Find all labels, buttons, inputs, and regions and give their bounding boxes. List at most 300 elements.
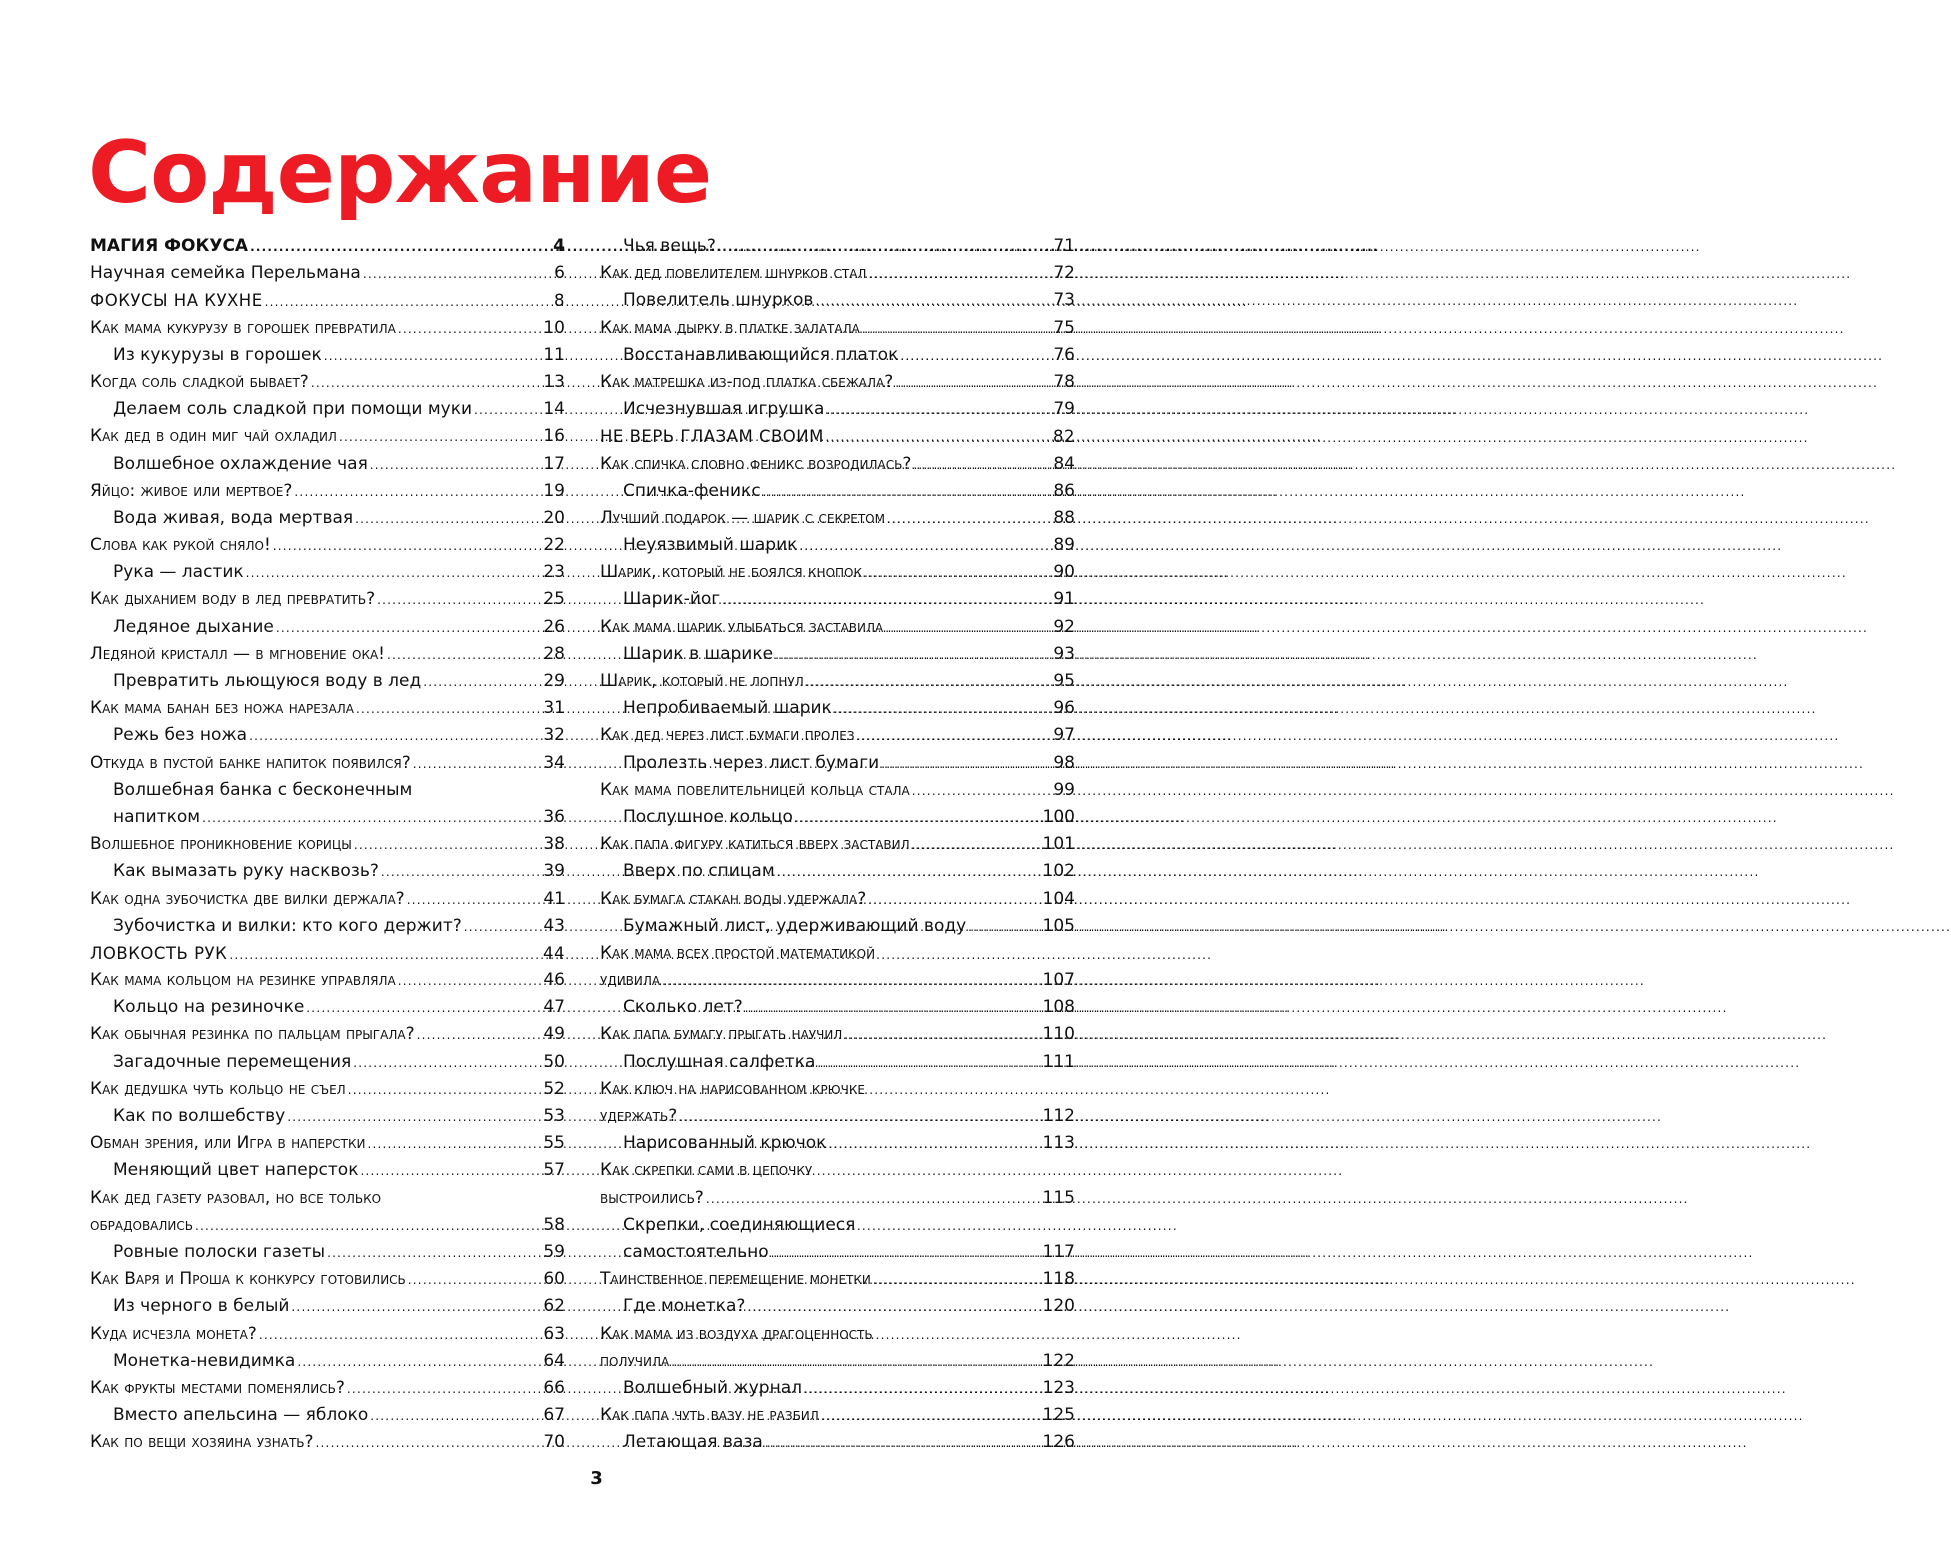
toc-entry: [90, 1429, 565, 1456]
toc-subentry: [600, 913, 1075, 940]
dot-leader: [679, 1103, 1040, 1131]
dot-leader: [804, 1375, 1041, 1403]
entry-page-number: 59: [543, 1241, 565, 1262]
entry-title: Как мама из воздуха драгоценность: [600, 1323, 873, 1344]
toc-subentry: [90, 722, 565, 749]
entry-page-number: 102: [1042, 861, 1075, 882]
dot-leader: [306, 994, 541, 1022]
entry-title: самостоятельно: [623, 1241, 769, 1262]
dot-leader: [360, 1157, 541, 1185]
dot-leader: [868, 886, 1040, 914]
toc-subentry: [90, 1402, 565, 1429]
toc-subentry: [90, 559, 565, 586]
toc-subentry: [600, 695, 1075, 722]
dot-leader: [354, 831, 542, 859]
entry-page-number: 86: [1053, 480, 1075, 501]
dot-leader: [745, 994, 1041, 1022]
toc-subentry: [90, 668, 565, 695]
entry-title: Повелитель шнурков: [623, 290, 814, 311]
entry-page-number: 31: [543, 698, 565, 719]
dot-leader: [864, 559, 1051, 587]
toc-subentry: [90, 913, 565, 940]
toc-entry: [600, 451, 1075, 478]
entry-page-number: 41: [543, 888, 565, 909]
entry-title: Как фрукты местами поменялись?: [90, 1377, 345, 1398]
dot-leader: [407, 886, 542, 914]
entry-title: Вверх по спицам: [623, 861, 775, 882]
dot-leader: [900, 342, 1051, 370]
entry-title: Режь без ножа: [113, 725, 248, 746]
entry-title: выстроились?: [600, 1187, 704, 1208]
entry-title: Зубочистка и вилки: кто кого держит?: [113, 915, 462, 936]
entry-page-number: 26: [543, 616, 565, 637]
entry-title: Научная семейка Перельмана: [90, 263, 361, 284]
page-number: 3: [590, 1468, 603, 1489]
dot-leader: [259, 1321, 542, 1349]
dot-leader: [381, 858, 542, 886]
entry-title: Куда исчезла монета?: [90, 1323, 257, 1344]
page-title: Содержание: [88, 123, 712, 223]
entry-page-number: 58: [543, 1214, 565, 1235]
toc-entry: [90, 423, 565, 450]
dot-leader: [806, 668, 1052, 696]
entry-page-number: 93: [1053, 643, 1075, 664]
dot-leader: [834, 695, 1052, 723]
dot-leader: [398, 967, 542, 995]
entry-title: Как вымазать руку насквозь?: [113, 861, 379, 882]
dot-leader: [348, 1076, 542, 1104]
entry-title: Как мама кукурузу в горошек превратила: [90, 317, 396, 338]
entry-page-number: 44: [543, 943, 565, 963]
entry-page-number: 72: [1053, 263, 1075, 284]
dot-leader: [363, 260, 552, 288]
entry-page-number: 73: [1053, 290, 1075, 311]
entry-page-number: 66: [543, 1377, 565, 1398]
toc-subentry: [600, 1049, 1075, 1076]
toc-entry: [600, 722, 1075, 749]
toc-entry: [600, 1321, 1075, 1348]
entry-title: удивила: [600, 970, 661, 991]
entry-title: Как дед через лист бумаги пролез: [600, 725, 855, 746]
toc-entry: [90, 750, 565, 777]
entry-page-number: 57: [543, 1160, 565, 1181]
toc-subentry: [600, 804, 1075, 831]
dot-leader: [250, 233, 551, 261]
entry-title: Исчезнувшая игрушка: [623, 399, 825, 420]
toc-entry: [90, 1375, 565, 1402]
dot-leader: [370, 451, 542, 479]
entry-title: Обман зрения, или Игра в наперстки: [90, 1133, 366, 1154]
toc-subentry: [600, 396, 1075, 423]
entry-title: Как папа бумагу прыгать научил: [600, 1024, 843, 1045]
entry-page-number: 29: [543, 671, 565, 691]
dot-leader: [862, 315, 1052, 343]
entry-title: Как мама дырку в платке залатала: [600, 317, 860, 338]
toc-entry: [600, 1103, 1075, 1130]
entry-title: Как дед повелителем шнурков стал: [600, 263, 867, 284]
toc-subentry: [600, 342, 1075, 369]
toc-entry: [90, 1321, 565, 1348]
toc-subentry: [90, 451, 565, 478]
dot-leader: [265, 287, 552, 316]
toc-subentry: [90, 505, 565, 532]
entry-page-number: 50: [543, 1051, 565, 1072]
toc-entry: [90, 233, 565, 260]
toc-subentry: [90, 1239, 565, 1266]
toc-entry: [600, 559, 1075, 586]
dot-leader: [857, 722, 1052, 750]
entry-title: Волшебная банка с бесконечным: [113, 779, 413, 800]
entry-title: Из кукурузы в горошек: [113, 344, 322, 365]
entry-title: Вместо апельсина — яблоко: [113, 1405, 369, 1426]
entry-page-number: 22: [543, 535, 565, 556]
toc-entry: [90, 315, 565, 342]
dot-leader: [249, 722, 541, 750]
toc-entry: [90, 940, 565, 967]
entry-title: Когда соль сладкой бывает?: [90, 371, 309, 392]
entry-title: ЛОВКОСТЬ РУК: [90, 943, 228, 963]
entry-title: Спичка-феникс: [623, 480, 761, 501]
toc-entry: [90, 1266, 565, 1293]
dot-leader: [294, 478, 541, 506]
dot-leader: [881, 750, 1051, 778]
entry-title: Волшебное охлаждение чая: [113, 453, 368, 474]
toc-subentry: [90, 1157, 565, 1184]
entry-title: Как дед газету разовал, но все только: [90, 1187, 382, 1208]
entry-title: Послушное кольцо: [623, 806, 793, 827]
toc-entry: [600, 1021, 1075, 1048]
toc-subentry: [600, 1239, 1075, 1266]
entry-title: Как бумага стакан воды удержала?: [600, 888, 867, 909]
toc-subentry: [600, 532, 1075, 559]
entry-title: Летающая ваза: [623, 1432, 763, 1453]
entry-title: НЕ ВЕРЬ ГЛАЗАМ СВОИМ: [600, 427, 824, 447]
entry-title: Волшебное проникновение корицы: [90, 834, 352, 855]
entry-title: Как матрешка из-под платка сбежала?: [600, 371, 894, 392]
toc-subentry: [90, 1293, 565, 1320]
dot-leader: [815, 287, 1051, 315]
entry-page-number: 8: [554, 291, 565, 311]
entry-page-number: 6: [554, 263, 565, 284]
entry-page-number: 111: [1042, 1051, 1075, 1072]
toc-entry: [600, 831, 1075, 858]
entry-page-number: 16: [543, 426, 565, 447]
toc-subentry: [90, 1049, 565, 1076]
dot-leader: [718, 233, 1052, 261]
entry-title: Как обычная резинка по пальцам прыгала?: [90, 1024, 415, 1045]
toc-subentry: [600, 1293, 1075, 1320]
entry-title: Ледяное дыхание: [113, 616, 274, 637]
entry-page-number: 53: [543, 1106, 565, 1126]
toc-entry: [600, 260, 1075, 287]
toc-entry: [600, 940, 1075, 967]
dot-leader: [273, 532, 542, 560]
entry-page-number: 60: [543, 1269, 565, 1290]
toc-subentry: [600, 1375, 1075, 1402]
toc-subentry: [600, 858, 1075, 885]
toc-entry: [600, 423, 1075, 450]
entry-page-number: 25: [543, 589, 565, 610]
dot-leader: [844, 1021, 1040, 1049]
dot-leader: [355, 505, 541, 533]
toc-entry: [90, 641, 565, 668]
entry-page-number: 82: [1053, 427, 1075, 447]
toc-entry: [90, 287, 565, 314]
toc-entry: [90, 831, 565, 858]
dot-leader: [763, 478, 1052, 506]
entry-page-number: 89: [1053, 535, 1075, 556]
dot-leader: [229, 940, 541, 969]
dot-leader: [912, 777, 1052, 805]
entry-page-number: 49: [543, 1024, 565, 1045]
entry-page-number: 23: [543, 562, 565, 583]
entry-page-number: 28: [543, 643, 565, 664]
toc-entry: [90, 1130, 565, 1157]
entry-page-number: 126: [1042, 1432, 1075, 1453]
dot-leader: [671, 1348, 1040, 1376]
toc-subentry: [600, 478, 1075, 505]
entry-page-number: 17: [543, 453, 565, 474]
dot-leader: [202, 804, 541, 832]
entry-title: Как по волшебству: [113, 1106, 286, 1126]
entry-title: Как мама шарик улыбаться заставила: [600, 616, 884, 637]
entry-title: Ровные полоски газеты: [113, 1241, 326, 1262]
entry-title: обрадовались: [90, 1214, 193, 1235]
entry-title: Ледяной кристалл — в мгновение ока!: [90, 643, 385, 664]
entry-page-number: 46: [543, 970, 565, 991]
entry-page-number: 97: [1053, 725, 1075, 746]
toc-entry: [600, 315, 1075, 342]
entry-title: Шарик, который не боялся кнопок: [600, 562, 863, 583]
entry-page-number: 91: [1053, 589, 1075, 610]
entry-title: Откуда в пустой банке напиток появился?: [90, 752, 411, 773]
toc-subentry: [600, 586, 1075, 613]
dot-leader: [311, 369, 542, 397]
entry-page-number: 64: [543, 1350, 565, 1371]
entry-page-number: 110: [1042, 1024, 1075, 1045]
toc-entry: [600, 369, 1075, 396]
entry-page-number: 125: [1042, 1405, 1075, 1426]
dot-leader: [276, 614, 541, 642]
toc-entry: [90, 1021, 565, 1048]
dot-leader: [826, 396, 1051, 424]
entry-title: Монетка-невидимка: [113, 1350, 296, 1371]
toc-subentry: [600, 233, 1075, 260]
dot-leader: [353, 1049, 541, 1077]
toc-subentry: [90, 342, 565, 369]
entry-page-number: 79: [1053, 399, 1075, 420]
dot-leader: [387, 641, 541, 669]
toc-entry: [600, 1402, 1075, 1429]
entry-title: Как по вещи хозяина узнать?: [90, 1432, 314, 1453]
entry-page-number: 92: [1053, 616, 1075, 637]
entry-title: Как ключ на нарисованном крючке: [600, 1078, 865, 1099]
entry-page-number: 84: [1053, 453, 1075, 474]
entry-page-number: 105: [1042, 915, 1075, 936]
entry-title: Как дед в один миг чай охладил: [90, 426, 337, 447]
toc-entry: [600, 614, 1075, 641]
entry-title: удержать?: [600, 1106, 678, 1126]
toc-subentry: [90, 994, 565, 1021]
entry-page-number: 101: [1042, 834, 1075, 855]
toc-entry: [600, 1348, 1075, 1375]
entry-title: Как Варя и Проша к конкурсу готовились: [90, 1269, 406, 1290]
toc-entry: [600, 1076, 1075, 1103]
dot-leader: [912, 831, 1041, 859]
entry-page-number: 19: [543, 480, 565, 501]
entry-page-number: 118: [1042, 1269, 1075, 1290]
dot-leader: [339, 423, 541, 451]
entry-title: Шарик-йог: [623, 589, 721, 610]
entry-page-number: 43: [543, 915, 565, 936]
toc-entry: [90, 967, 565, 994]
entry-page-number: 98: [1053, 752, 1075, 773]
toc-subentry: [600, 287, 1075, 314]
dot-leader: [423, 668, 541, 696]
dot-leader: [356, 695, 541, 723]
dot-leader: [747, 1293, 1040, 1321]
toc-subentry: [90, 1348, 565, 1375]
entry-title: получила: [600, 1350, 670, 1371]
entry-page-number: 96: [1053, 698, 1075, 719]
toc-entry: [600, 1157, 1075, 1184]
entry-title: Как мама всех простой математикой: [600, 942, 876, 963]
entry-page-number: 71: [1053, 236, 1075, 256]
entry-page-number: 115: [1042, 1187, 1075, 1208]
entry-title: Лучший подарок — шарик с секретом: [600, 507, 885, 528]
dot-leader: [377, 586, 541, 614]
entry-title: Загадочные перемещения: [113, 1051, 352, 1072]
entry-title: Непробиваемый шарик: [623, 698, 832, 719]
dot-leader: [417, 1021, 542, 1049]
entry-title: Как одна зубочистка две вилки держала?: [90, 888, 405, 909]
entry-page-number: 108: [1042, 997, 1075, 1018]
entry-page-number: 14: [543, 399, 565, 420]
toc-entry: [90, 1185, 565, 1212]
entry-page-number: 122: [1042, 1350, 1075, 1371]
entry-title: Делаем соль сладкой при помощи муки: [113, 399, 473, 420]
toc-subentry: [600, 750, 1075, 777]
entry-page-number: 55: [543, 1133, 565, 1154]
dot-leader: [722, 586, 1051, 614]
entry-title: Как мама повелительницей кольца стала: [600, 779, 910, 800]
entry-page-number: 104: [1042, 888, 1075, 909]
toc-entry: [600, 777, 1075, 804]
entry-page-number: 78: [1053, 371, 1075, 392]
entry-page-number: 36: [543, 806, 565, 827]
dot-leader: [662, 967, 1040, 995]
dot-leader: [771, 1239, 1041, 1267]
entry-title: Сколько лет?: [623, 997, 743, 1018]
dot-leader: [777, 858, 1041, 886]
entry-page-number: 88: [1053, 507, 1075, 528]
dot-leader: [464, 913, 542, 941]
toc-entry: [90, 532, 565, 559]
dot-leader: [873, 1266, 1041, 1294]
toc-subentry: [90, 1103, 565, 1130]
toc-entry: [600, 967, 1075, 994]
entry-page-number: 90: [1053, 562, 1075, 583]
entry-title: Как папа фигуру катиться вверх заставил: [600, 834, 910, 855]
entry-page-number: 47: [543, 997, 565, 1018]
dot-leader: [795, 804, 1041, 832]
entry-page-number: 75: [1053, 317, 1075, 338]
entry-title: Нарисованный крючок: [623, 1133, 827, 1154]
toc-subentry: [90, 396, 565, 423]
dot-leader: [327, 1239, 541, 1267]
toc-entry: [600, 668, 1075, 695]
dot-leader: [408, 1266, 542, 1294]
toc-subentry: [600, 1429, 1075, 1456]
toc-entry: [90, 369, 565, 396]
toc-subentry: [90, 614, 565, 641]
toc-subentry: [90, 777, 565, 804]
dot-leader: [347, 1375, 541, 1403]
entry-title: Как дыханием воду в лед превратить?: [90, 589, 376, 610]
entry-title: Вода живая, вода мертвая: [113, 507, 354, 528]
entry-title: Меняющий цвет наперсток: [113, 1160, 359, 1181]
dot-leader: [413, 750, 542, 778]
entry-title: Таинственное перемещение монетки: [600, 1269, 871, 1290]
entry-page-number: 52: [543, 1078, 565, 1099]
entry-page-number: 34: [543, 752, 565, 773]
entry-title: Как спичка словно феникс возродилась?: [600, 453, 912, 474]
entry-page-number: 4: [553, 236, 565, 256]
entry-title: Яйцо: живое или мертвое?: [90, 480, 293, 501]
dot-leader: [370, 1402, 541, 1430]
entry-page-number: 113: [1042, 1133, 1075, 1154]
entry-title: Как дедушка чуть кольцо не съел: [90, 1078, 346, 1099]
entry-title: Как скрепки сами в цепочку: [600, 1160, 813, 1181]
entry-page-number: 112: [1042, 1106, 1075, 1126]
dot-leader: [828, 1130, 1040, 1158]
dot-leader: [398, 315, 542, 343]
entry-page-number: 20: [543, 507, 565, 528]
entry-page-number: 70: [543, 1432, 565, 1453]
toc-subentry: [90, 804, 565, 831]
entry-title: Восстанавливающийся платок: [623, 344, 899, 365]
dot-leader: [885, 614, 1051, 642]
entry-title: Пролезть через лист бумаги: [623, 752, 880, 773]
dot-leader: [817, 1049, 1040, 1077]
dot-leader: [474, 396, 541, 424]
entry-page-number: 120: [1042, 1296, 1075, 1317]
dot-leader: [297, 1348, 541, 1376]
dot-leader: [195, 1212, 541, 1240]
entry-title: Превратить льющуюся воду в лед: [113, 671, 422, 691]
toc-entry: [600, 1266, 1075, 1293]
dot-leader: [821, 1402, 1041, 1430]
toc-entry: [600, 505, 1075, 532]
entry-page-number: 62: [543, 1296, 565, 1317]
dot-leader: [324, 342, 542, 370]
entry-title: Послушная салфетка: [623, 1051, 816, 1072]
toc-right-column: [600, 233, 1075, 1456]
entry-title: Шарик в шарике: [623, 643, 774, 664]
entry-title: Неуязвимый шарик: [623, 535, 798, 556]
entry-title: Волшебный журнал: [623, 1377, 802, 1398]
dot-leader: [968, 913, 1040, 941]
entry-page-number: 11: [543, 344, 565, 365]
dot-leader: [706, 1185, 1041, 1213]
toc-subentry: [90, 858, 565, 885]
entry-title: Кольцо на резиночке: [113, 997, 305, 1018]
dot-leader: [887, 505, 1051, 533]
dot-leader: [765, 1429, 1041, 1457]
entry-page-number: 107: [1042, 970, 1075, 991]
dot-leader: [246, 559, 542, 587]
entry-title: Скрепки, соединяющиеся: [623, 1214, 856, 1235]
